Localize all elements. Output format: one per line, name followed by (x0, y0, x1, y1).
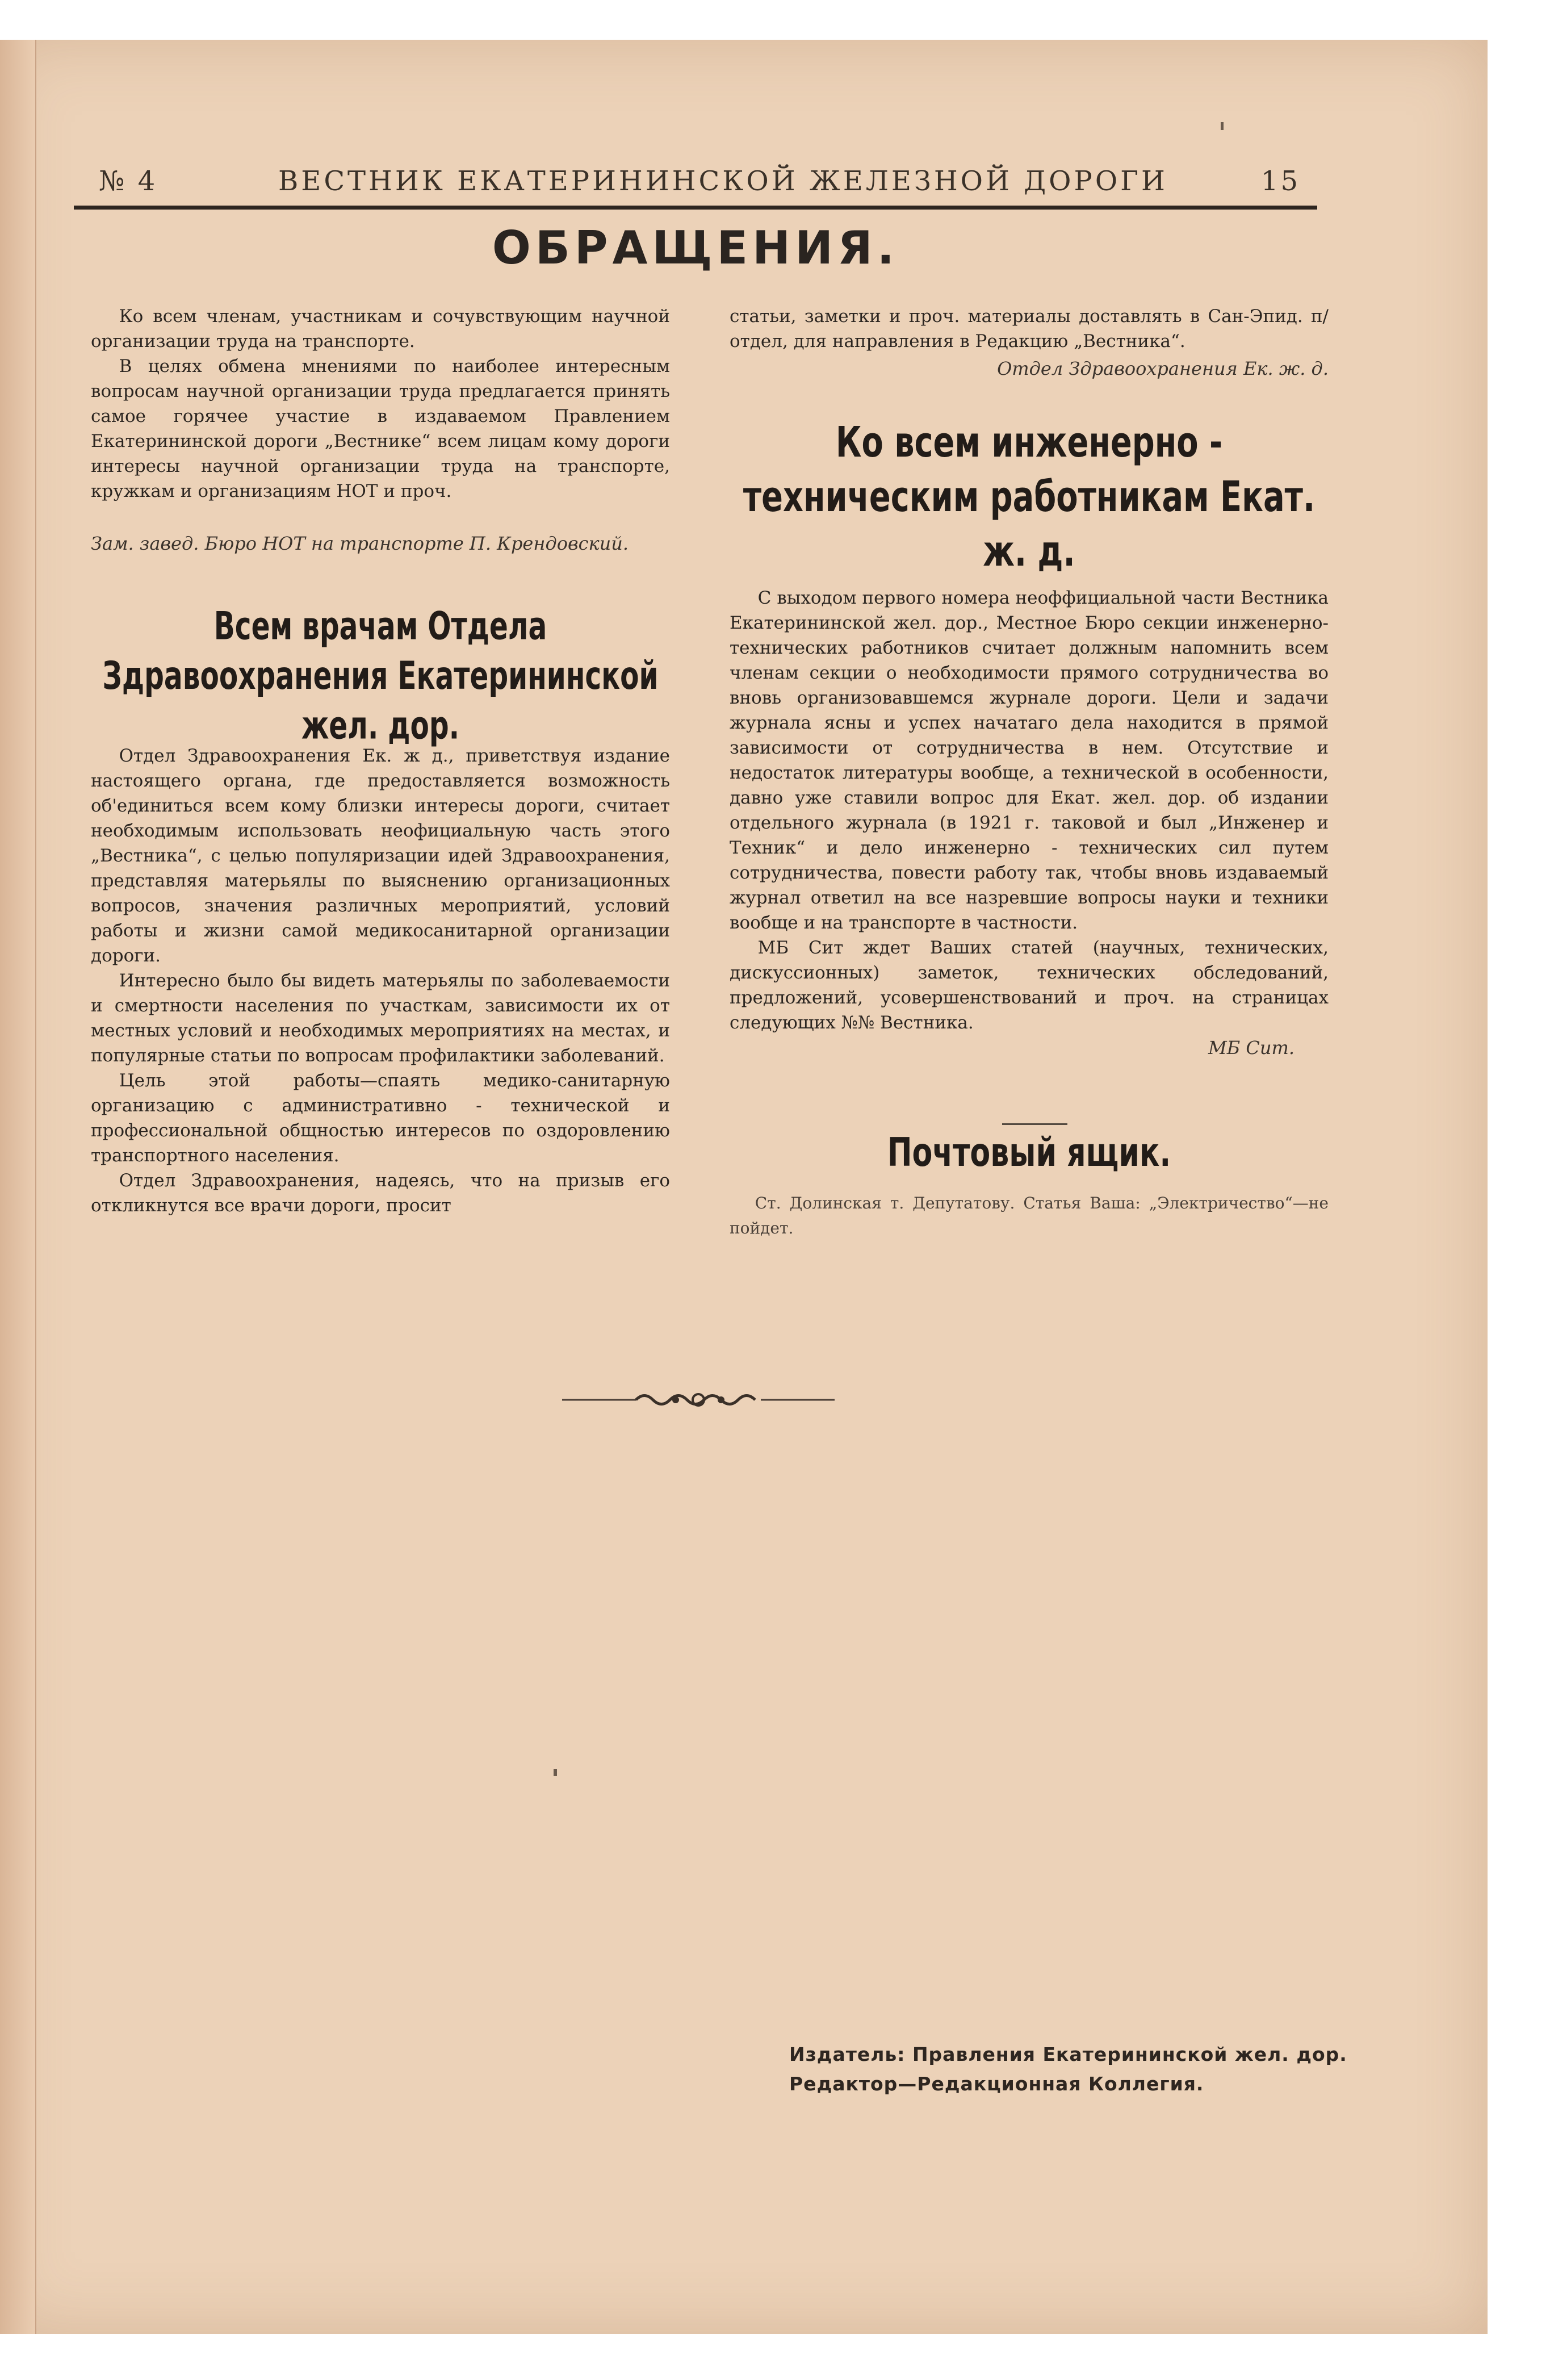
section-divider (1002, 1123, 1067, 1125)
page-title: ОБРАЩЕНИЯ. (492, 221, 899, 274)
editor-line: Редактор—Редакционная Коллегия. (789, 2073, 1204, 2095)
doctors-paragraph-1: Отдел Здравоохранения Ек. ж д., приветствуя издание настоящего органа, где предоставляется возможность об'единиться всем кому близки интересы дороги, считает необходимым использовать неофициальную часть этого „Вестника“, с целью популяризации идей Здравоохранения, представляя матерьялы по выяснению организационных вопросов, значения различных мероприятий, условий работы и жизни самой медикосанитарной организации дороги. (91, 746, 670, 966)
mailbox-heading: Почтовый ящик. (887, 1129, 1171, 1176)
engineers-heading: Ко всем инженерно - техническим работникам Екат. ж. д. (743, 417, 1316, 576)
intro-paragraph-2: В целях обмена мнениями по наиболее интересным вопросам научной организации труда предлагается принять самое горячее участие в издаваемом Правлением Екатерининской дороги „Вестнике“ всем лицам кому дороги интересы научной организации труда на транспорте, кружкам и организациям НОТ и проч. (91, 356, 670, 501)
intro-paragraph: Ко всем членам, участникам и сочувствующим научной организации труда на транспорте. (91, 306, 670, 352)
continuation-paragraph: статьи, заметки и проч. материалы доставлять в Сан-Эпид. п/отдел, для направления в Редакцию „Вестника“. (730, 306, 1329, 352)
ink-speck (1221, 122, 1224, 130)
engineers-signature: МБ Сит. (1208, 1037, 1295, 1059)
running-header (97, 162, 1312, 203)
publisher-line: Издатель: Правления Екатерининской жел. дор. (789, 2043, 1347, 2065)
intro-signature: Зам. завед. Бюро НОТ на транспорте П. Крендовский. (91, 533, 629, 554)
doctors-paragraph-3: Цель этой работы—спаять медико-санитарную организацию с административно - технической и профессиональной общностью интересов по оздоровлению транспортного населения. (91, 1070, 670, 1166)
doctors-paragraph-2: Интересно было бы видеть матерьялы по заболеваемости и смертности населения по участкам, зависимости их от местных условий и необходимых мероприятиях на местах, и популярные статьи по вопросам профилактики заболеваний. (91, 971, 670, 1066)
ink-speck (554, 1769, 557, 1776)
mailbox-text: Ст. Долинская т. Депутатову. Статья Ваша: „Электричество“—не пойдет. (730, 1194, 1329, 1237)
left-column (91, 304, 670, 1218)
doctors-heading: Всем врачам Отдела Здравоохранения Екатерининской жел. дор. (102, 603, 659, 748)
right-column (730, 304, 1329, 1241)
engineers-paragraph-1: С выходом первого номера неоффициальной части Вестника Екатерининской жел. дор., Местное Бюро секции инженерно-технических работников считает должным напомнить всем членам секции о необходимости прямого сотрудничества во вновь организовавшемся журнале дороги. Цели и задачи журнала ясны и успех начатаго дела находится в прямой зависимости от сотрудничества в нем. Отсутствие и недостаток литературы вообще, а технической в особенности, давно уже ставили вопрос для Екат. жел. дор. об издании отдельного журнала (в 1921 г. таковой и был „Инженер и Техник“ и дело инженерно - технических сил путем сотрудничества, повести работу так, чтобы вновь издаваемый журнал ответил на все назревшие вопросы науки и техники вообще и на транспорте в частности. (730, 588, 1329, 933)
health-dept-signature: Отдел Здравоохранения Ек. ж. д. (997, 358, 1329, 379)
engineers-paragraph-2: МБ Сит ждет Ваших статей (научных, технических, дискуссионных) заметок, технических обследований, предложений, усовершенствований и проч. на страницах следующих №№ Вестника. (730, 938, 1329, 1033)
ornament-flourish (562, 1386, 835, 1414)
page-number: 15 (1260, 165, 1300, 197)
journal-title: ВЕСТНИК ЕКАТЕРИНИНСКОЙ ЖЕЛЕЗНОЙ ДОРОГИ (278, 165, 1168, 197)
issue-number: № 4 (99, 165, 158, 197)
doctors-paragraph-4: Отдел Здравоохранения, надеясь, что на призыв его откликнутся все врачи дороги, просит (91, 1170, 670, 1216)
header-rule (74, 206, 1317, 210)
page-binding (0, 40, 36, 2334)
